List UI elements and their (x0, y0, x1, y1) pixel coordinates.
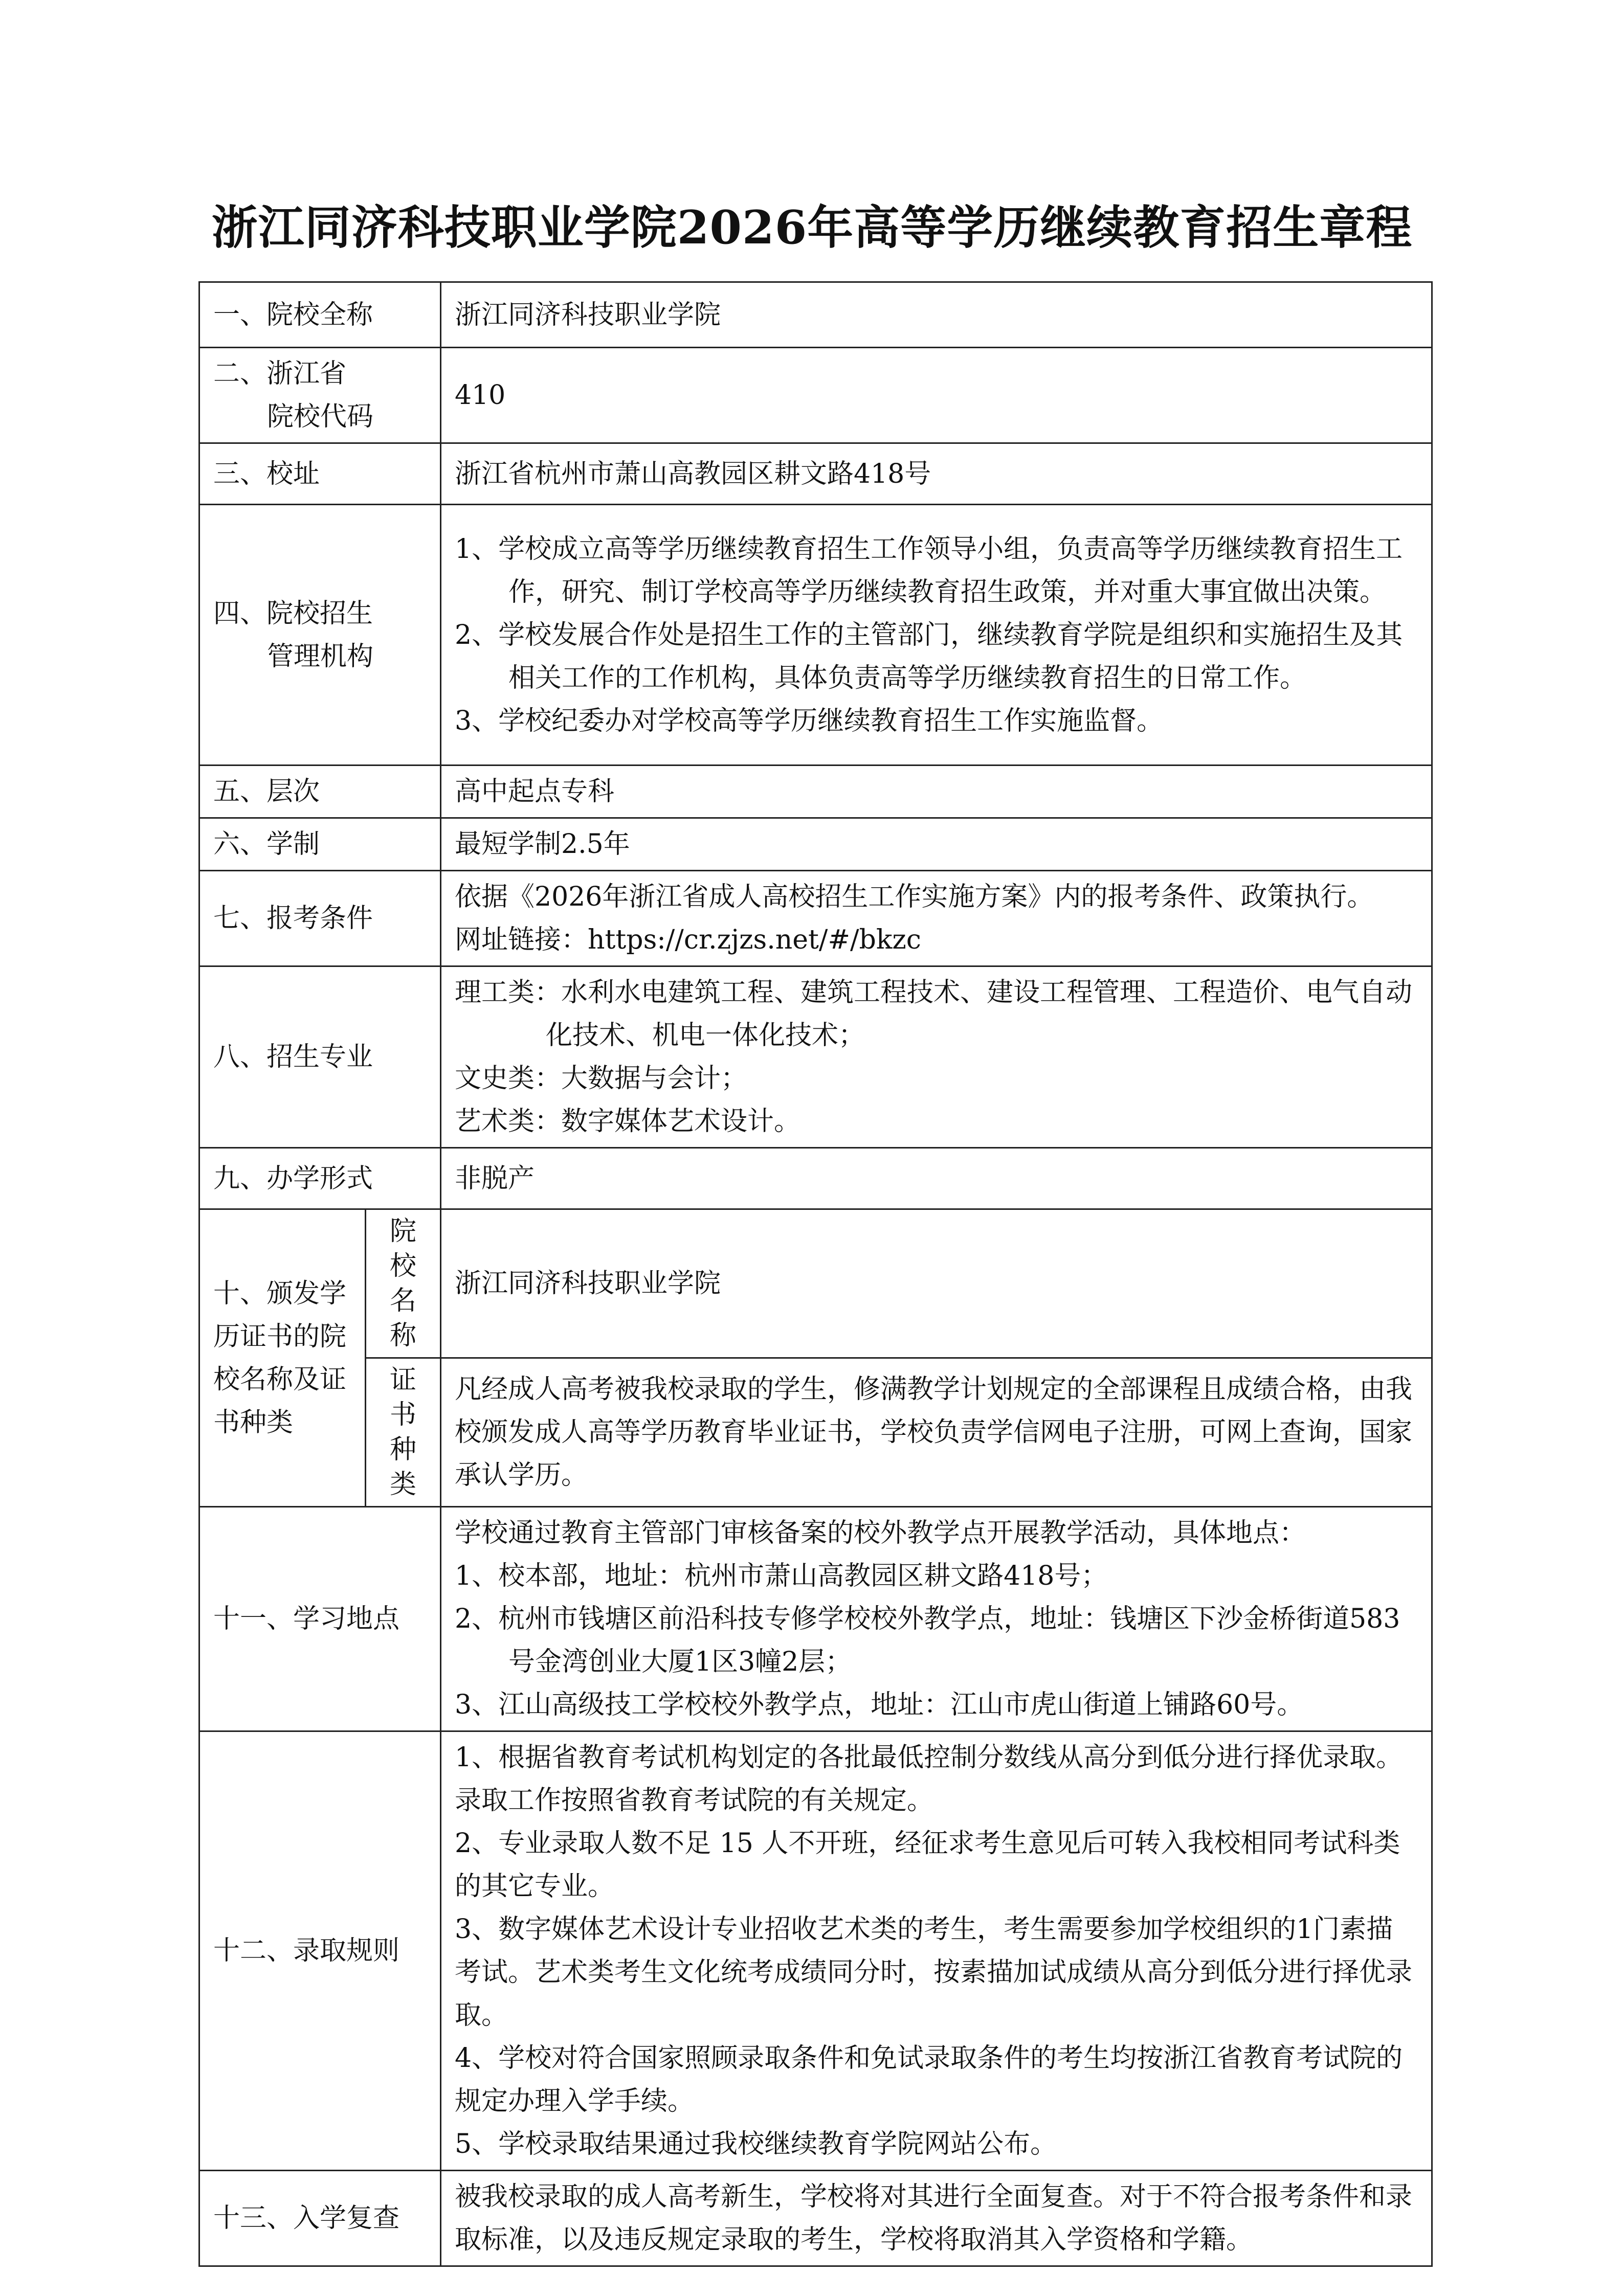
list-item: 3、学校纪委办对学校高等学历继续教育招生工作实施监督。 (455, 705, 1164, 736)
row-label-line: 十、颁发学 (213, 1278, 347, 1309)
row-study-form (199, 1148, 1432, 1209)
list-item: 4、学校对符合国家照顾录取条件和免试录取条件的考生均按浙江省教育考试院的规定办理入学手续。 (455, 2043, 1403, 2117)
requirements-text: 依据《2026年浙江省成人高校招生工作实施方案》内的报考条件、政策执行。 (455, 882, 1374, 912)
requirements-link: 网址链接：https://cr.zjzs.net/#/bkzc (455, 925, 921, 955)
row-label (199, 1209, 366, 1507)
row-label (199, 505, 441, 766)
row-management (199, 505, 1432, 766)
row-value (441, 966, 1432, 1148)
row-label-line: 校名称及证 (213, 1364, 347, 1395)
row-label-line: 历证书的院 (213, 1321, 347, 1352)
row-label-line: 二、浙江省 (213, 358, 347, 389)
row-certificate-type (199, 1358, 1432, 1507)
row-certificate (199, 1209, 1432, 1358)
row-value: 浙江同济科技职业学院 (441, 282, 1432, 348)
row-label-line: 管理机构 (267, 641, 374, 672)
row-label: 十一、学习地点 (199, 1507, 441, 1731)
row-study-locations (199, 1507, 1432, 1731)
row-label: 七、报考条件 (199, 871, 441, 966)
sub-label-line: 证书 (390, 1365, 417, 1430)
document-title: 浙江同济科技职业学院2026年高等学历继续教育招生章程 (211, 200, 1413, 255)
row-label: 六、学制 (199, 818, 441, 871)
list-item: 1、根据省教育考试机构划定的各批最低控制分数线从高分到低分进行择优录取。录取工作按照省教育考试院的有关规定。 (455, 1742, 1403, 1816)
list-item: 理工类：水利水电建筑工程、建筑工程技术、建设工程管理、工程造价、电气自动化技术、机电一体化技术； (455, 977, 1413, 1051)
row-value: 高中起点专科 (441, 766, 1432, 818)
row-value: 410 (441, 348, 1432, 443)
list-item: 3、数字媒体艺术设计专业招收艺术类的考生，考生需要参加学校组织的1门素描考试。艺术类考生文化统考成绩同分时，按素描加试成绩从高分到低分进行择优录取。 (455, 1914, 1413, 2031)
row-label-line: 书种类 (213, 1407, 294, 1438)
row-label (199, 348, 441, 443)
row-duration (199, 818, 1432, 871)
row-value: 浙江同济科技职业学院 (441, 1209, 1432, 1358)
row-value: 最短学制2.5年 (441, 818, 1432, 871)
row-value (441, 505, 1432, 766)
row-level (199, 766, 1432, 818)
sub-label-line: 种类 (390, 1434, 417, 1500)
row-label-line: 院校代码 (267, 401, 374, 432)
sub-label-school-name (366, 1209, 441, 1358)
row-label: 十二、录取规则 (199, 1731, 441, 2171)
sub-label-line: 名称 (390, 1286, 417, 1351)
list-item: 文史类：大数据与会计； (455, 1063, 748, 1094)
row-value (441, 1507, 1432, 1731)
row-school-code (199, 348, 1432, 443)
sub-label-certificate-type (366, 1358, 441, 1507)
admission-table (198, 281, 1433, 2267)
sub-label-line: 院校 (390, 1216, 417, 1281)
row-label: 九、办学形式 (199, 1148, 441, 1209)
row-value (441, 871, 1432, 966)
row-label-line: 四、院校招生 (213, 598, 373, 629)
row-value: 被我校录取的成人高考新生，学校将对其进行全面复查。对于不符合报考条件和录取标准，以及违反规定录取的考生，学校将取消其入学资格和学籍。 (441, 2171, 1432, 2266)
list-item: 2、学校发展合作处是招生工作的主管部门，继续教育学院是组织和实施招生及其相关工作的工作机构，具体负责高等学历继续教育招生的日常工作。 (455, 619, 1403, 693)
row-requirements (199, 871, 1432, 966)
row-majors (199, 966, 1432, 1148)
row-value (441, 1731, 1432, 2171)
locations-intro: 学校通过教育主管部门审核备案的校外教学点开展教学活动，具体地点： (455, 1518, 1306, 1548)
list-item: 1、学校成立高等学历继续教育招生工作领导小组，负责高等学历继续教育招生工作，研究、制订学校高等学历继续教育招生政策，并对重大事宜做出决策。 (455, 533, 1403, 607)
list-item: 2、专业录取人数不足 15 人不开班，经征求考生意见后可转入我校相同考试科类的其它专业。 (455, 1828, 1400, 1902)
list-item: 1、校本部，地址：杭州市萧山高教园区耕文路418号； (455, 1561, 1108, 1591)
row-label: 五、层次 (199, 766, 441, 818)
row-label: 一、院校全称 (199, 282, 441, 348)
list-item: 5、学校录取结果通过我校继续教育学院网站公布。 (455, 2129, 1057, 2159)
row-label: 十三、入学复查 (199, 2171, 441, 2266)
row-admission-rules (199, 1731, 1432, 2171)
row-value: 凡经成人高考被我校录取的学生，修满教学计划规定的全部课程且成绩合格，由我校颁发成人高等学历教育毕业证书，学校负责学信网电子注册，可网上查询，国家承认学历。 (441, 1358, 1432, 1507)
list-item: 艺术类：数字媒体艺术设计。 (455, 1106, 801, 1137)
list-item: 2、杭州市钱塘区前沿科技专修学校校外教学点，地址：钱塘区下沙金桥街道583号金湾创业大厦1区3幢2层； (455, 1604, 1400, 1677)
row-label: 三、校址 (199, 443, 441, 505)
row-label: 八、招生专业 (199, 966, 441, 1148)
row-enrollment-review (199, 2171, 1432, 2266)
row-school-name (199, 282, 1432, 348)
row-value: 非脱产 (441, 1148, 1432, 1209)
row-value: 浙江省杭州市萧山高教园区耕文路418号 (441, 443, 1432, 505)
list-item: 3、江山高级技工学校校外教学点，地址：江山市虎山街道上铺路60号。 (455, 1690, 1304, 1720)
row-address (199, 443, 1432, 505)
